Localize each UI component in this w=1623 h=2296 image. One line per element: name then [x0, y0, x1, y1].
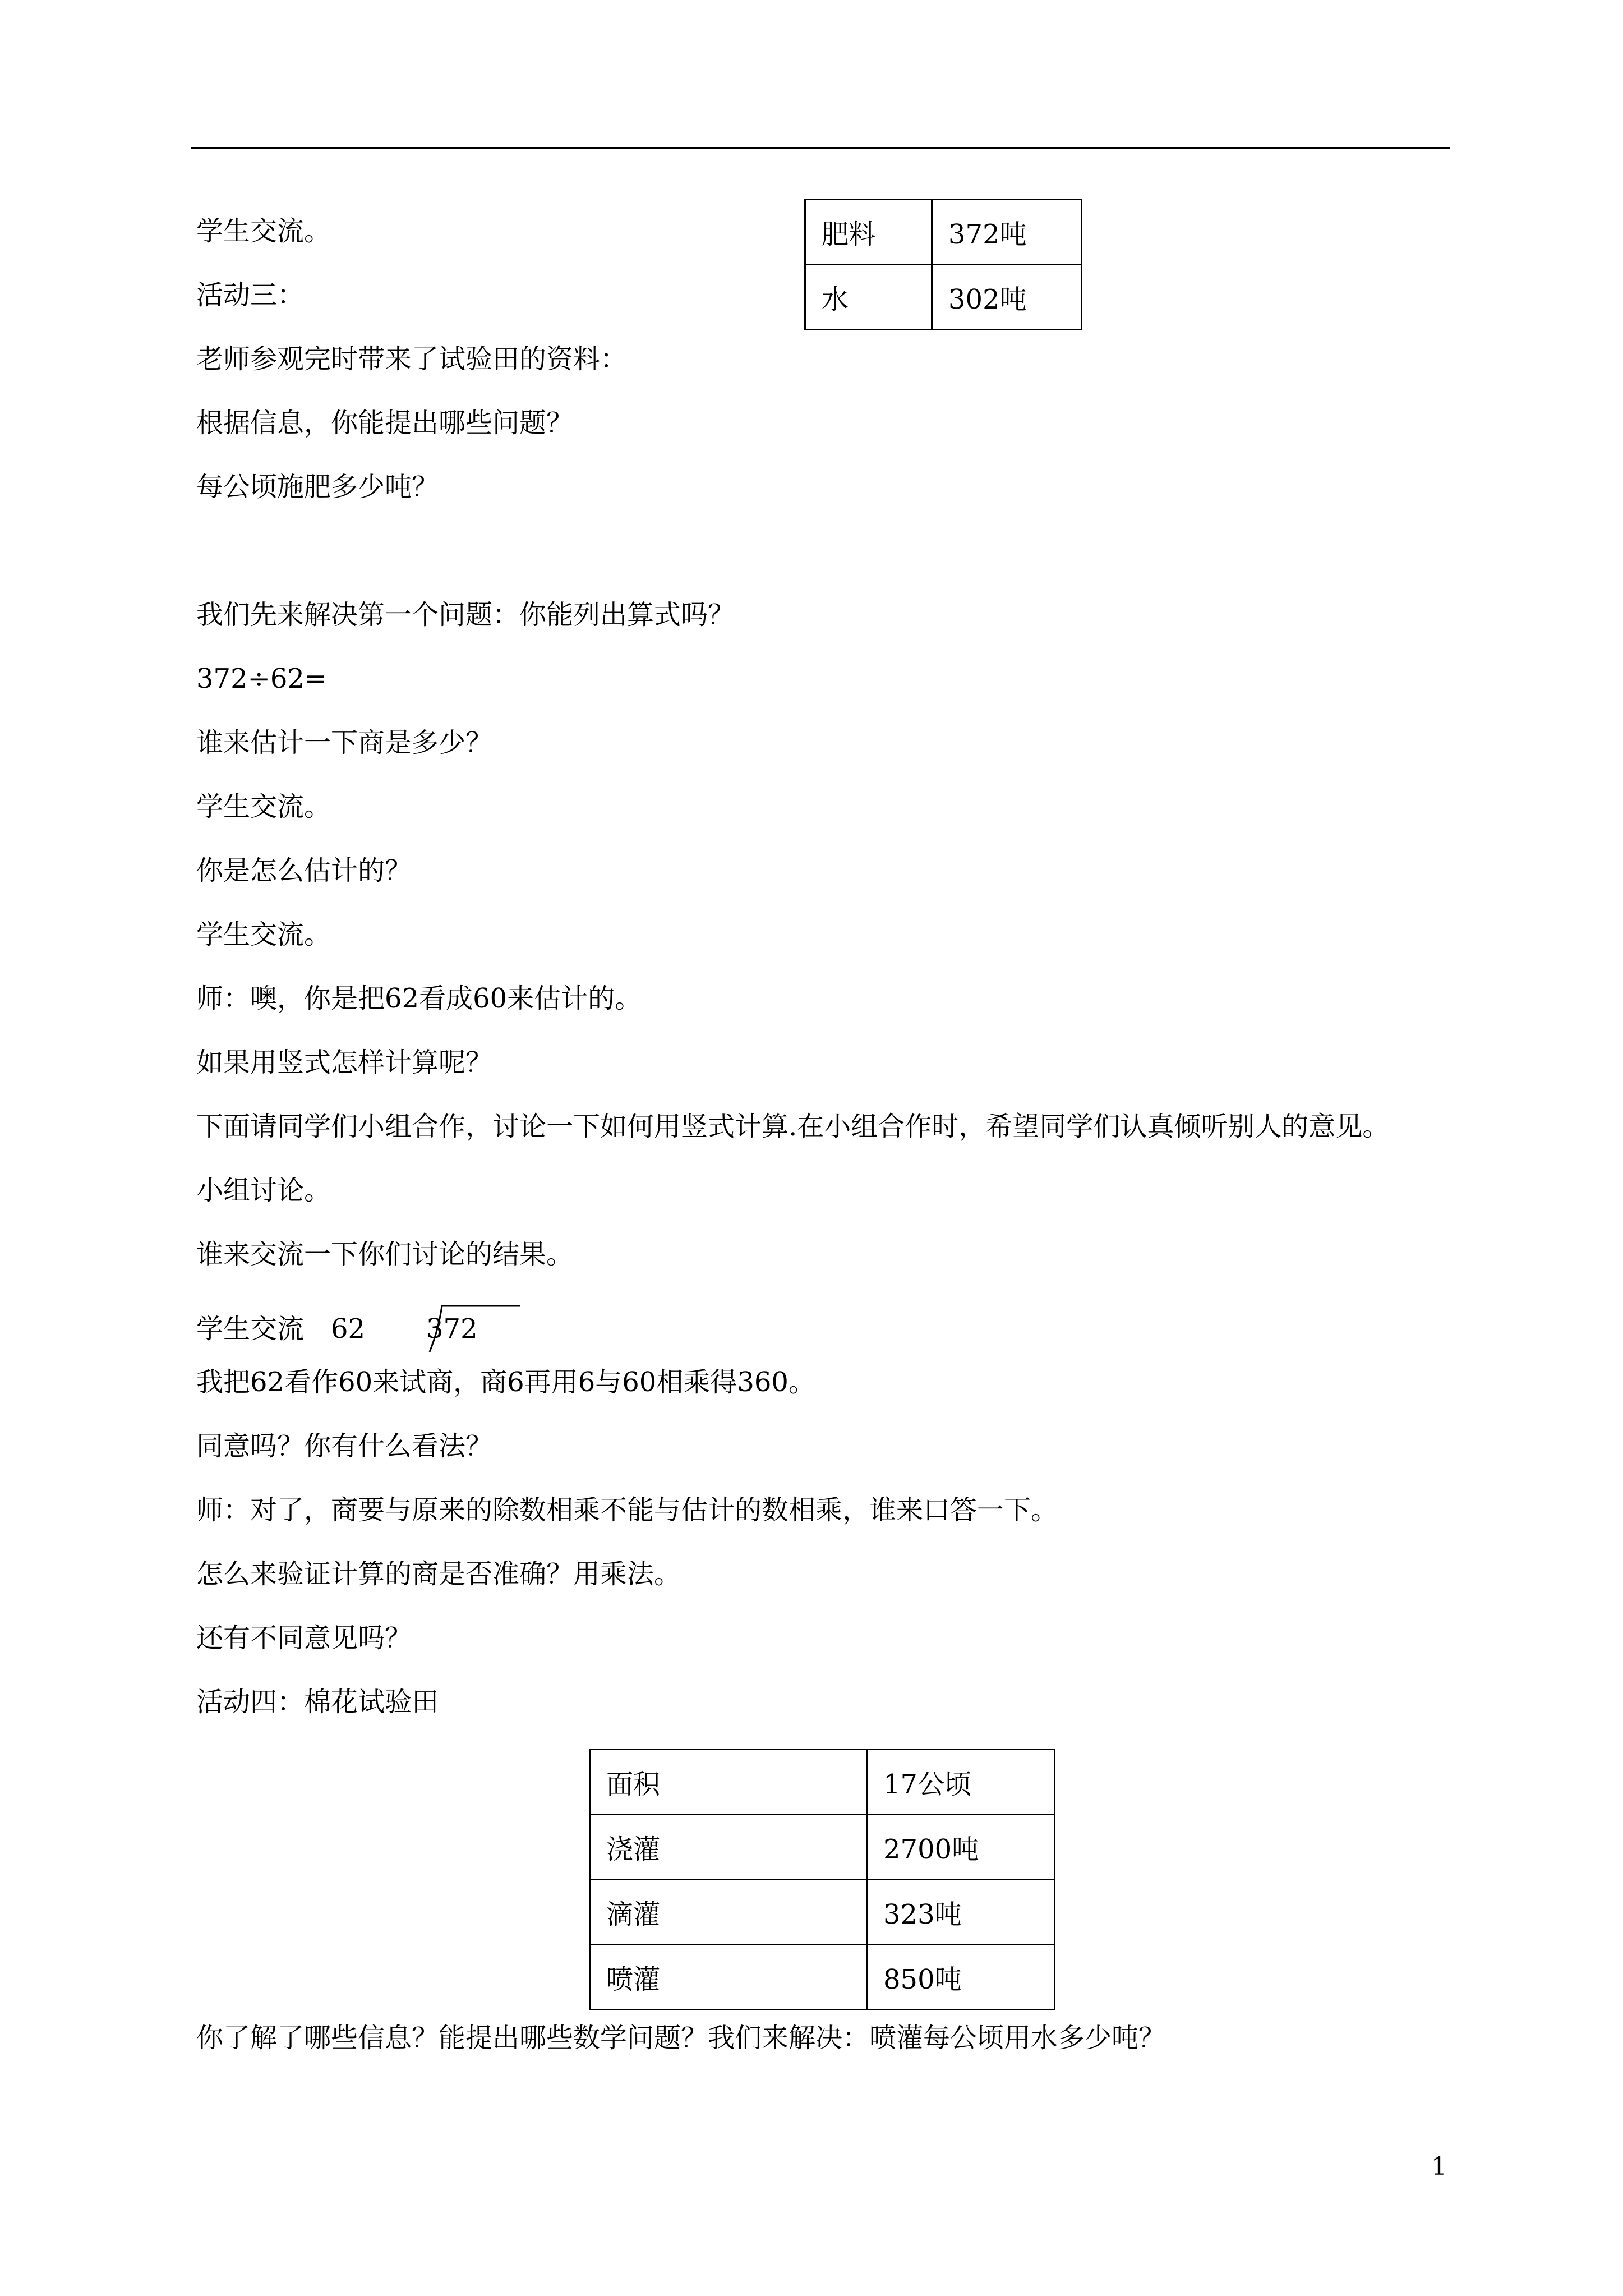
- text-line: 学生交流。: [196, 919, 331, 950]
- text-line: 每公顷施肥多少吨？: [196, 471, 439, 503]
- text-line: 如果用竖式怎样计算呢？: [196, 1047, 493, 1078]
- page-number: 1: [1431, 2152, 1447, 2181]
- table-cell-value: 372吨: [932, 200, 1082, 265]
- text-line: 小组讨论。: [196, 1175, 331, 1206]
- text-line: 根据信息，你能提出哪些问题？: [196, 407, 574, 439]
- text-line: 活动四：棉花试验田: [196, 1686, 439, 1718]
- table-cell-value: 323吨: [867, 1880, 1055, 1945]
- fertilizer-water-table: [804, 199, 1082, 330]
- text-line: 谁来估计一下商是多少？: [196, 727, 493, 758]
- table-cell-value: 2700吨: [867, 1815, 1055, 1880]
- table-row: [590, 1945, 1055, 2010]
- text-line: 师：噢，你是把62看成60来估计的。: [196, 983, 642, 1014]
- table-cell-label: 滴灌: [590, 1880, 867, 1945]
- text-line: 同意吗？你有什么看法？: [196, 1430, 493, 1462]
- table-cell-label: 浇灌: [590, 1815, 867, 1880]
- table-row: [590, 1750, 1055, 1815]
- table-cell-label: 肥料: [805, 200, 932, 265]
- table-cell-label: 水: [805, 265, 932, 330]
- text-line: 我把62看作60来试商，商6再用6与60相乘得360。: [196, 1366, 815, 1398]
- text-line: 活动三：: [196, 279, 305, 311]
- division-dividend: 372: [426, 1313, 478, 1345]
- text-line: 还有不同意见吗？: [196, 1622, 412, 1654]
- table-cell-label: 喷灌: [590, 1945, 867, 2010]
- text-line: 怎么来验证计算的商是否准确？用乘法。: [196, 1558, 681, 1590]
- table-row: [805, 265, 1082, 330]
- table-cell-value: 850吨: [867, 1945, 1055, 2010]
- text-line: 下面请同学们小组合作，讨论一下如何用竖式计算.在小组合作时，希望同学们认真倾听别人的意见。: [196, 1111, 1390, 1142]
- header-rule: [191, 147, 1450, 149]
- table-row: [590, 1880, 1055, 1945]
- text-line: 谁来交流一下你们讨论的结果。: [196, 1239, 574, 1270]
- text-line: 学生交流 62: [196, 1313, 366, 1345]
- table-cell-value: 17公顷: [867, 1750, 1055, 1815]
- division-bracket-icon: [426, 1301, 522, 1358]
- text-line: 我们先来解决第一个问题：你能列出算式吗？: [196, 599, 735, 631]
- text-line: 学生交流。: [196, 215, 331, 247]
- text-line: 老师参观完时带来了试验田的资料：: [196, 343, 628, 375]
- table-cell-label: 面积: [590, 1750, 867, 1815]
- table-row: [805, 200, 1082, 265]
- text-line: 师：对了，商要与原来的除数相乘不能与估计的数相乘，谁来口答一下。: [196, 1494, 1058, 1526]
- long-division-bracket: [426, 1301, 522, 1358]
- text-line: 你了解了哪些信息？能提出哪些数学问题？我们来解决：喷灌每公顷用水多少吨？: [196, 2022, 1166, 2054]
- text-line: 372÷62=: [196, 663, 328, 694]
- text-line: 学生交流。: [196, 791, 331, 822]
- table-row: [590, 1815, 1055, 1880]
- cotton-field-table: [589, 1749, 1055, 2010]
- text-line: 你是怎么估计的？: [196, 855, 412, 886]
- table-cell-value: 302吨: [932, 265, 1082, 330]
